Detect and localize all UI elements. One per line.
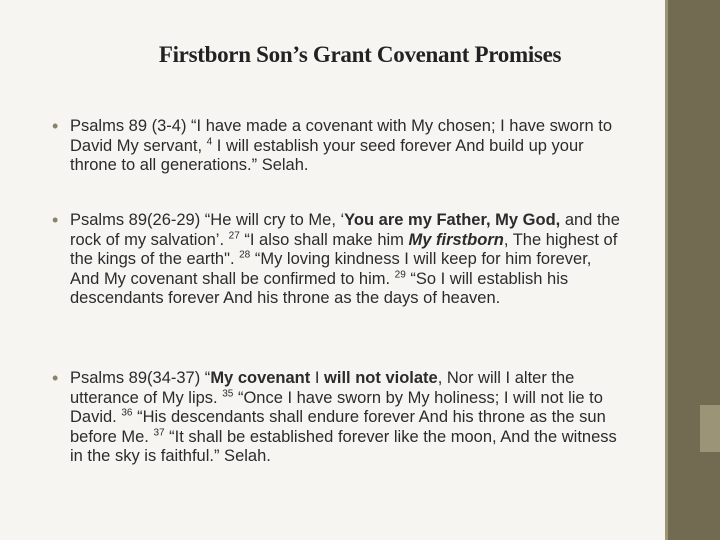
right-sidebar-band <box>665 0 720 540</box>
verse-number: 4 <box>206 136 213 148</box>
emphasis-text: will not violate <box>324 369 438 387</box>
verse-number: 35 <box>222 388 234 400</box>
bullet-marker: • <box>52 210 59 230</box>
verse-number: 28 <box>239 249 251 261</box>
bullet-psalms-89-34-37 <box>52 369 622 467</box>
verse-number: 27 <box>228 230 240 242</box>
bullet-text: Psalms 89(26-29) “He will cry to Me, ‘You are my Father, My God, and the rock of my salvation’. $^{27}$ “I also shall make him My firstborn, The highest of the kings of the earth". $^{28}$ “My loving kindness I will keep for him forever, And My covenant shall be confirmed to him. $^{29}$ “So I will establish his descendants forever And his throne as the days of heaven. <box>70 211 620 308</box>
bullet-marker: • <box>52 368 59 388</box>
bullet-text: Psalms 89(34-37) “My covenant I will not violate, Nor will I alter the utterance of My lips. $^{35}$ “Once I have sworn by My holiness; I will not lie to David. $^{36}$ “His descendants shall endure forever And his throne as the sun before Me. $^{37}$ “It shall be established forever like the moon, And the witness in the sky is faithful.” Selah. <box>70 369 617 466</box>
bullet-psalms-89-26-29 <box>52 211 622 309</box>
emphasis-text: You are my Father, My God, <box>344 211 561 229</box>
emphasis-text: My firstborn <box>408 230 504 249</box>
sidebar-accent-block <box>700 405 720 452</box>
bullet-marker: • <box>52 116 59 136</box>
sidebar-edge-stripe <box>665 0 668 540</box>
verse-number: 29 <box>394 269 406 281</box>
emphasis-text: My covenant <box>210 369 311 387</box>
verse-number: 37 <box>153 427 165 439</box>
bullet-psalms-89-3-4 <box>52 117 622 176</box>
bullet-text: Psalms 89 (3-4) “I have made a covenant with My chosen; I have sworn to David My servant, $^4$ I will establish your seed forever And build up your throne to all generations.” Selah. <box>70 117 613 175</box>
verse-number: 36 <box>121 407 133 419</box>
slide-title: Firstborn Son’s Grant Covenant Promises <box>158 42 562 67</box>
